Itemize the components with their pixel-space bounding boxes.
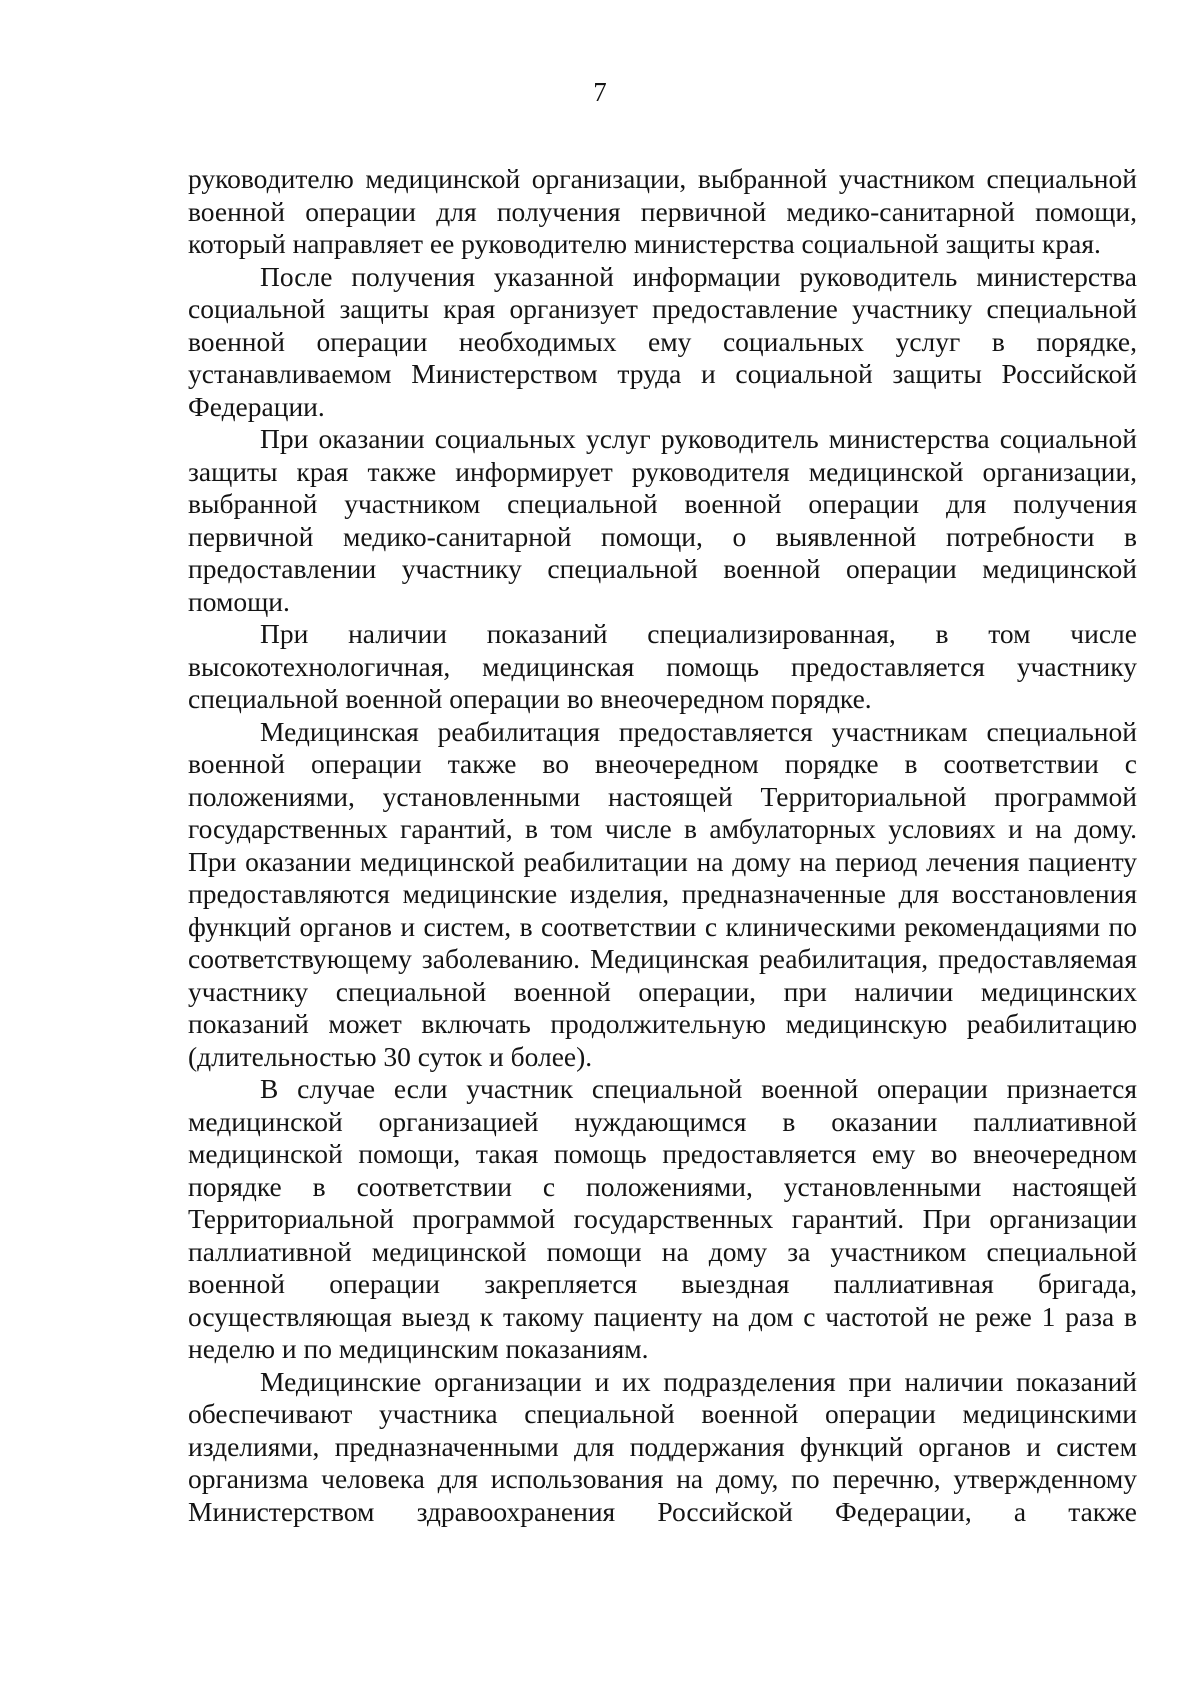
paragraph-specialized-care: При наличии показаний специализированная, в том числе высокотехнологичная, медицинская помощь предоставляется участнику специальной военной операции во внеочередном порядке.: [188, 618, 1137, 714]
paragraph-inform-medical-org: При оказании социальных услуг руководитель министерства социальной защиты края также информирует руководителя медицинской организации, выбранной участником специальной военной операции для получения первичной медико-санитарной помощи, о выявленной потребности в предоставлении участнику специальной военной операции медицинской помощи.: [188, 423, 1137, 617]
page-number: 7: [593, 77, 607, 107]
paragraph-continuation: руководителю медицинской организации, выбранной участником специальной военной операции для получения первичной медико-санитарной помощи, который направляет ее руководителю министерства социальной защиты края.: [188, 163, 1137, 259]
document-body: [188, 163, 1137, 1528]
paragraph-palliative-care: В случае если участник специальной военной операции признается медицинской организацией нуждающимся в оказании паллиативной медицинской помощи, такая помощь предоставляется ему во внеочередном порядке в соответствии с положениями, установленными настоящей Территориальной программой государственных гарантий. При организации паллиативной медицинской помощи на дому за участником специальной военной операции закрепляется выездная паллиативная бригада, осуществляющая выезд к такому пациенту на дом с частотой не реже 1 раза в неделю и по медицинским показаниям.: [188, 1073, 1137, 1364]
paragraph-social-services: После получения указанной информации руководитель министерства социальной защиты края организует предоставление участнику специальной военной операции необходимых ему социальных услуг в порядке, устанавливаемом Министерством труда и социальной защиты Российской Федерации.: [188, 260, 1137, 422]
paragraph-medical-devices: Медицинские организации и их подразделения при наличии показаний обеспечивают участника специальной военной операции медицинскими изделиями, предназначенными для поддержания функций органов и систем организма человека для использования на дому, по перечню, утвержденному Министерством здравоохранения Российской Федерации, а также: [188, 1365, 1137, 1527]
paragraph-medical-rehabilitation: Медицинская реабилитация предоставляется участникам специальной военной операции также во внеочередном порядке в соответствии с положениями, установленными настоящей Территориальной программой государственных гарантий, в том числе в амбулаторных условиях и на дому. При оказании медицинской реабилитации на дому на период лечения пациенту предоставляются медицинские изделия, предназначенные для восстановления функций органов и систем, в соответствии с клиническими рекомендациями по соответствующему заболеванию. Медицинская реабилитация, предоставляемая участнику специальной военной операции, при наличии медицинских показаний может включать продолжительную медицинскую реабилитацию (длительностью 30 суток и более).: [188, 715, 1137, 1072]
